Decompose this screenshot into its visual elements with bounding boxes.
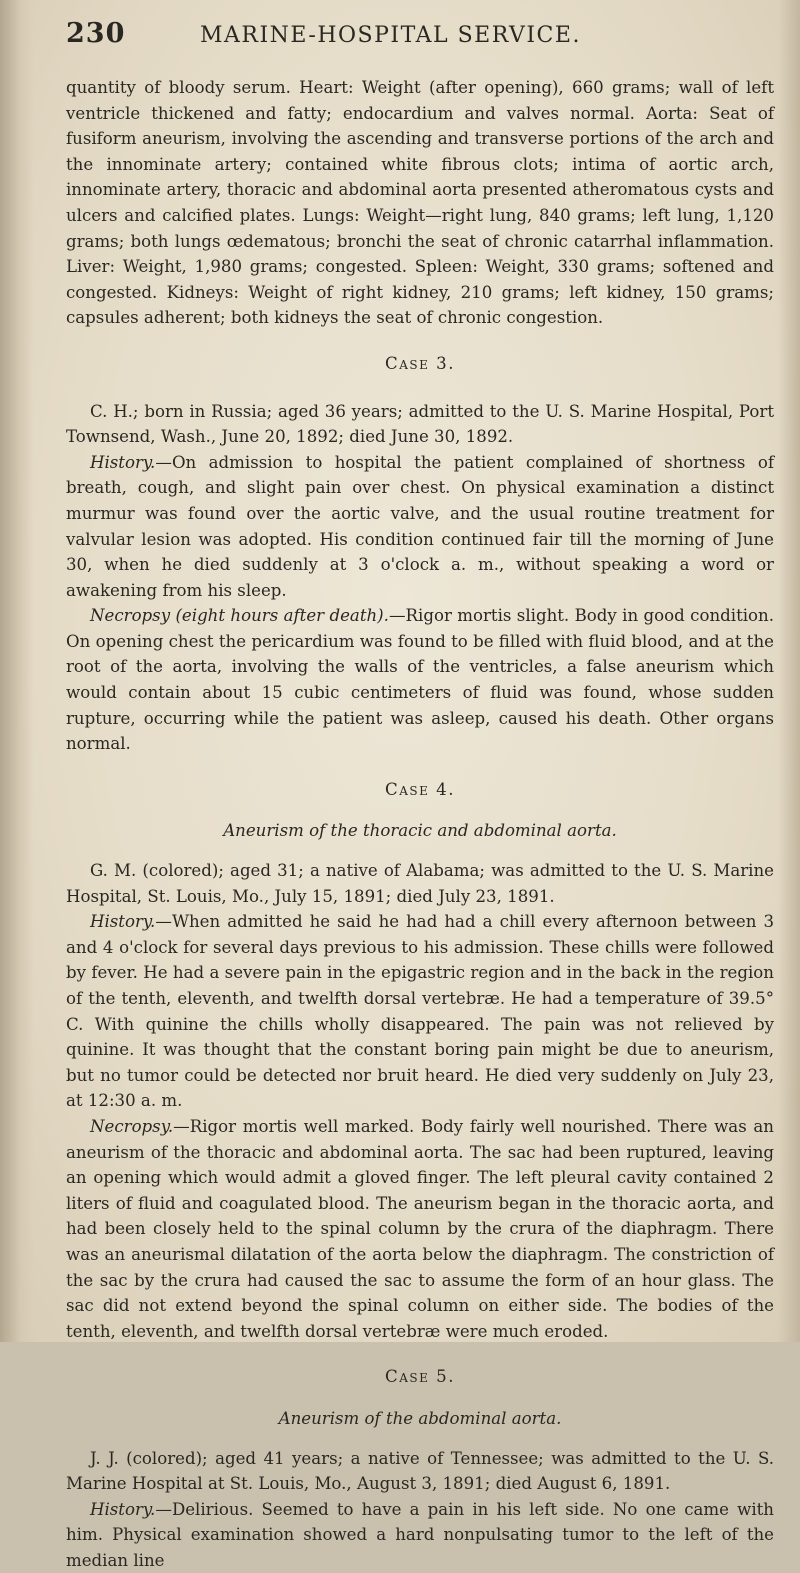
paragraph-lead: History. xyxy=(90,1499,156,1519)
case-subtitle: Aneurism of the thoracic and abdominal aorta. xyxy=(223,821,617,841)
page-header xyxy=(66,18,730,58)
paragraph xyxy=(66,1446,774,1497)
paragraph xyxy=(66,399,774,450)
paragraph-text: C. H.; born in Russia; aged 36 years; admitted to the U. S. Marine Hospital, Port Townsend, Wash., June 20, 1892; died June 30, 1892. xyxy=(66,401,774,447)
paragraph-lead: Necropsy (eight hours after death). xyxy=(90,606,389,626)
paragraph-text: —Rigor mortis well marked. Body fairly well nourished. There was an aneurism of the thoracic and abdominal aorta. The sac had been ruptured, leaving an opening which would admit a gloved finger. The left pleural cavity contained 2 liters of fluid and coagulated blood. The aneurism began in the thoracic aorta, and had been closely held to the spinal column by the crura of the diaphragm. There was an aneurismal dilatation of the aorta below the diaphragm. The constriction of the sac by the crura had caused the sac to assume the form of an hour glass. The sac did not extend beyond the spinal column on either side. The bodies of the tenth, eleventh, and twelfth dorsal vertebræ were much eroded. xyxy=(66,1116,774,1341)
paragraph-text: —On admission to hospital the patient complained of shortness of breath, cough, and slight pain over chest. On physical examination a distinct murmur was found over the aortic valve, and the usual routine treatment for valvular lesion was adopted. His condition continued fair till the morning of June 30, when he died suddenly at 3 o'clock a. m., without speaking a word or awakening from his sleep. xyxy=(66,452,774,600)
case-subtitle: Aneurism of the abdominal aorta. xyxy=(278,1408,562,1428)
paragraph xyxy=(66,75,774,331)
paragraph-lead: Necropsy. xyxy=(90,1116,174,1136)
paragraph-text: —Rigor mortis slight. Body in good condition. On opening chest the pericardium was found to be filled with fluid blood, and at the root of the aorta, involving the walls of the ventricles, a false aneurism which would contain about 15 cubic centimeters of fluid was found, whose sudden rupture, occurring while the patient was asleep, caused his death. Other organs normal. xyxy=(66,606,774,754)
paragraph-text: quantity of bloody serum. Heart: Weight (after opening), 660 grams; wall of left ventricle thickened and fatty; endocardium and valves normal. Aorta: Seat of fusiform aneurism, involving the ascending and transverse portions of the arch and the innominate artery; contained white fibrous clots; intima of aortic arch, innominate artery, thoracic and abdominal aorta presented atheromatous cysts and ulcers and calcified plates. Lungs: Weight—right lung, 840 grams; left lung, 1,120 grams; both lungs œdematous; bronchi the seat of chronic catarrhal inflammation. Liver: Weight, 1,980 grams; congested. Spleen: Weight, 330 grams; softened and congested. Kidneys: Weight of right kidney, 210 grams; left kidney, 150 grams; capsules adherent; both kidneys the seat of chronic congestion. xyxy=(66,78,774,328)
page-number: 230 xyxy=(66,18,126,49)
paragraph-lead: History. xyxy=(90,912,156,932)
case-heading: Case 4. xyxy=(385,779,455,799)
case-heading: Case 5. xyxy=(385,1367,455,1387)
paragraph xyxy=(66,909,774,1114)
paragraph xyxy=(66,1114,774,1344)
running-title: MARINE-HOSPITAL SERVICE. xyxy=(200,23,581,48)
paragraph xyxy=(66,450,774,604)
body-text xyxy=(66,75,774,1573)
paragraph-text: —When admitted he said he had had a chill every afternoon between 3 and 4 o'clock for several days previous to his admission. These chills were followed by fever. He had a severe pain in the epigastric region and in the back in the region of the tenth, eleventh, and twelfth dorsal vertebræ. He had a temperature of 39.5° C. With quinine the chills wholly disappeared. The pain was not relieved by quinine. It was thought that the constant boring pain might be due to aneurism, but no tumor could be detected nor bruit heard. He died very suddenly on July 23, at 12:30 a. m. xyxy=(66,912,774,1111)
paragraph xyxy=(66,603,774,757)
paragraph xyxy=(66,1497,774,1573)
paragraph xyxy=(66,858,774,909)
paragraph-lead: History. xyxy=(90,452,156,472)
case-heading: Case 3. xyxy=(385,353,455,373)
paragraph-text: —Delirious. Seemed to have a pain in his left side. No one came with him. Physical examination showed a hard nonpulsating tumor to the left of the median line xyxy=(66,1499,774,1570)
paragraph-text: J. J. (colored); aged 41 years; a native of Tennessee; was admitted to the U. S. Marine Hospital at St. Louis, Mo., August 3, 1891; died August 6, 1891. xyxy=(66,1448,774,1494)
paragraph-text: G. M. (colored); aged 31; a native of Alabama; was admitted to the U. S. Marine Hospital, St. Louis, Mo., July 15, 1891; died July 23, 1891. xyxy=(66,861,774,906)
